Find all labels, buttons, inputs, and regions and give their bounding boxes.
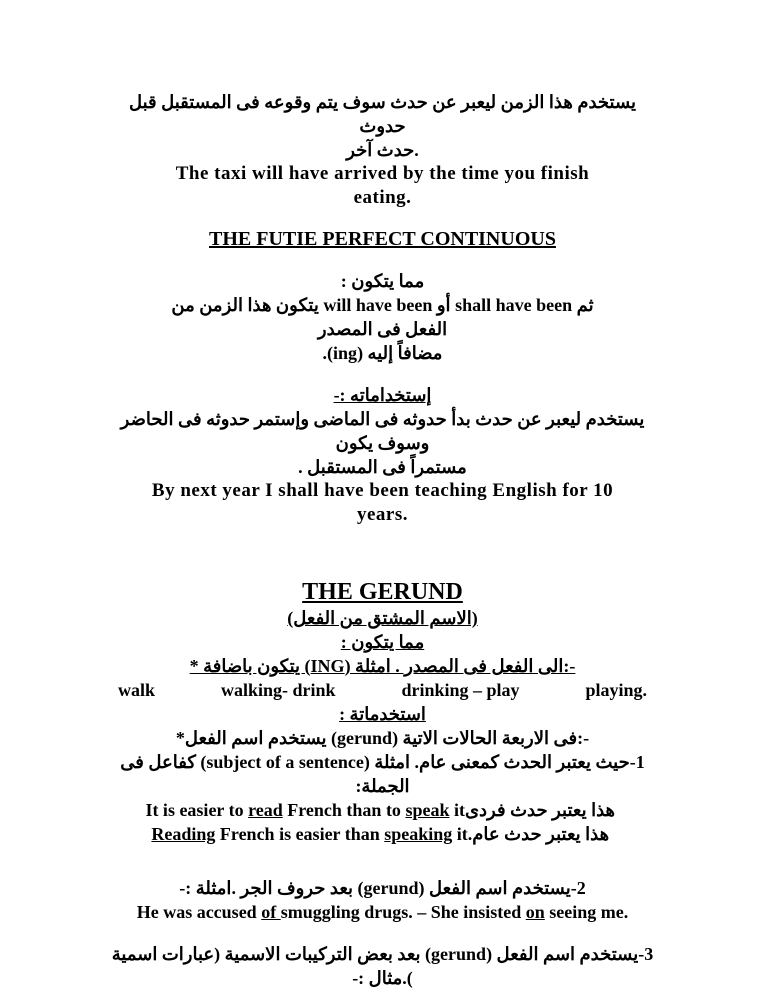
fpc-form-line-3: مضافاً إليه (ing).: [322, 343, 443, 363]
gerund-form-heading: مما يتكون :: [340, 632, 425, 652]
gerund-form-line: -:الى الفعل فى المصدر . امثلة (ING) يتكون باضافة *: [189, 656, 576, 676]
fpc-usage-line-2: وسوف يكون: [335, 433, 430, 453]
gerund-example-1: walk: [118, 680, 156, 700]
gerund-examples-row: [110, 678, 655, 702]
gerund-case2-line: 2-يستخدم اسم الفعل (gerund) بعد حروف الجر .امثلة :-: [179, 878, 586, 898]
document-page: [110, 90, 655, 990]
gerund-case1-example-1: It is easier to read French than to speak it هذا يعتبر حدث فردى: [145, 800, 620, 820]
fpc-form-line-1: ثم shall have been أو will have been يتكون هذا الزمن من: [171, 295, 594, 315]
underlined-word-read: read: [248, 800, 283, 820]
fpc-example-line-2: years.: [356, 504, 408, 525]
fpc-usage-line-1: يستخدم ليعبر عن حدث بدأ حدوثه فى الماضى وإستمر حدوثه فى الحاضر: [120, 409, 645, 429]
underlined-word-reading: Reading: [151, 824, 216, 844]
underlined-word-of: of: [261, 902, 281, 922]
future-perfect-usage-line-1: يستخدم هذا الزمن ليعبر عن حدث سوف يتم وقوعه فى المستقبل قبل حدوث: [128, 92, 637, 136]
gerund-case1-example-2: Reading French is easier than speaking it. هذا يعتبر حدث عام: [151, 824, 614, 844]
gerund-case2-example: He was accused of smuggling drugs. – She insisted on seeing me.: [136, 902, 629, 922]
gerund-example-3: drinking – play: [401, 680, 520, 700]
fpc-example-line-1: By next year I shall have been teaching English for 10: [151, 480, 614, 501]
gerund-title: THE GERUND: [302, 579, 463, 605]
fpc-usage-line-3: مستمراً فى المستقبل .: [298, 457, 467, 477]
underlined-word-speak: speak: [405, 800, 450, 820]
underlined-word-on: on: [525, 902, 545, 922]
gerund-usage-heading: استخدماتة :: [339, 704, 426, 724]
gerund-example-2: walking- drink: [220, 680, 336, 700]
fpc-form-line-2: الفعل فى المصدر: [317, 319, 448, 339]
gerund-case3-line: 3-يستخدم اسم الفعل (gerund) بعد بعض التركيبات الاسمية (عبارات اسمية ).مثال :-: [111, 944, 654, 988]
future-perfect-usage-line-2: .حدث آخر: [346, 140, 419, 160]
gerund-usage-intro: -:فى الاربعة الحالات الاتية (gerund) يستخدم اسم الفعل*: [175, 728, 590, 748]
underlined-word-speaking: speaking: [384, 824, 453, 844]
gerund-subtitle: (الاسم المشتق من الفعل): [287, 608, 478, 628]
fpc-form-heading: مما يتكون :: [340, 271, 425, 291]
gerund-example-4: playing.: [585, 680, 647, 700]
future-perfect-example-line-2: eating.: [353, 187, 412, 208]
gerund-case1-line: 1-حيث يعتبر الحدث كمعنى عام. امثلة (subject of a sentence) كفاعل فى الجملة:: [120, 752, 645, 796]
future-perfect-example-line-1: The taxi will have arrived by the time you finish: [175, 163, 590, 184]
future-perfect-continuous-title: THE FUTIE PERFECT CONTINUOUS: [209, 228, 556, 250]
fpc-usage-heading: إستخداماته :-: [333, 385, 432, 405]
